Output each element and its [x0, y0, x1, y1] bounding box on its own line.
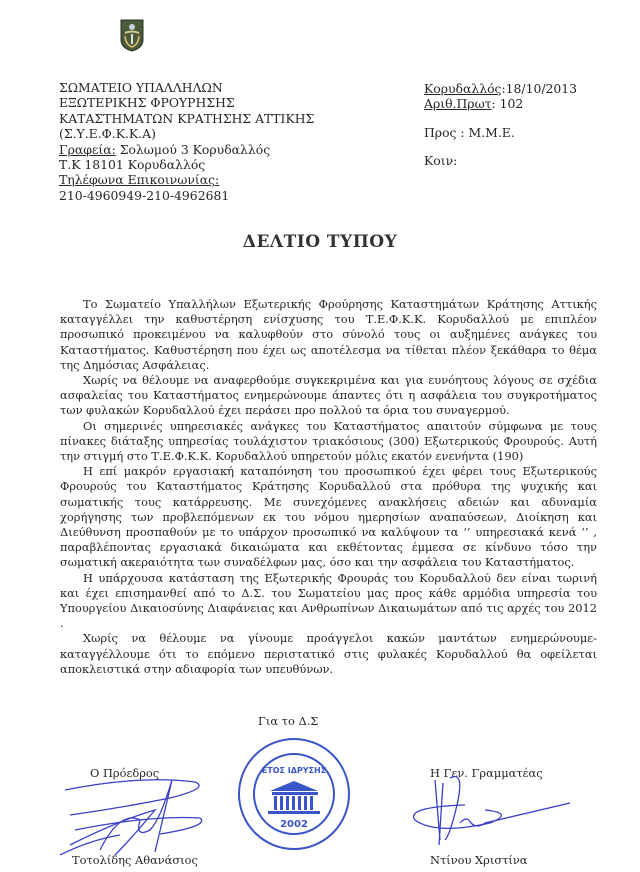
org-name-line: ΚΑΤΑΣΤΗΜΑΤΩΝ ΚΡΑΤΗΣΗΣ ΑΤΤΙΚΗΣ: [59, 110, 315, 126]
protocol-value: : 102: [491, 96, 524, 112]
paragraph: Χωρίς να θέλουμε να αναφερθούμε συγκεκριμένα και για ευνόητους λόγους σε σχέδια ασφαλείας του Καταστήματος ενημερώνουμε άπαντες ότι η ασφάλεια του συγκροτήματος των φυλακών Κορυδαλλού έχει περάσει προ πολλού τα όρια του συναγερμού.: [60, 373, 597, 418]
president-role: Ο Πρόεδρος: [90, 766, 160, 780]
president-name: Τοτολίδης Αθανάσιος: [72, 853, 198, 867]
stamp-year: 2002: [280, 819, 308, 830]
paragraph: Η υπάρχουσα κατάσταση της Εξωτερικής Φρουράς του Κορυδαλλού δεν είναι τωρινή και έχει επισημανθεί από το Δ.Σ. του Σωματείου μας προς κάθε αρμόδια υπηρεσία του Υπουργείου Δικαιοσύνης Διαφάνειας και Ανθρωπίνων Δικαιωμάτων από τις αρχές του 2012 .: [60, 570, 597, 631]
president-signature: [60, 760, 210, 865]
place-date: [424, 81, 577, 96]
office-label: Γραφεία:: [59, 141, 116, 157]
press-release-body: [60, 297, 597, 677]
stamp-founded-label: ΕΤΟΣ ΙΔΡΥΣΗΣ: [261, 766, 327, 775]
paragraph: Χωρίς να θέλουμε να γίνουμε προάγγελοι κακών μαντάτων ενημερώνουμε-καταγγέλλουμε ότι το επόμενο περιστατικό στις φυλακές Κορυδαλλού θα οφείλεται αποκλειστικά στην αδιαφορία των υπευθύνων.: [60, 631, 597, 676]
paragraph: Οι σημερινές υπηρεσιακές ανάγκες του Καταστήματος απαιτούν σύμφωνα με τους πίνακες διάταξης υπηρεσίας τουλάχιστον τριακόσιους (300) Εξωτερικούς Φρουρούς. Αυτή την στιγμή στο Τ.Ε.Φ.Κ.Κ. Κορυδαλλού υπηρετούν μόλις εκατόν ενενήντα (190): [60, 418, 597, 464]
office-value: Σολωμού 3 Κορυδαλλός: [115, 141, 271, 157]
secretary-role: Η Γεν. Γραμματέας: [430, 766, 543, 780]
protocol-number: [424, 96, 577, 111]
secretary-name: Ντίνου Χριστίνα: [430, 853, 528, 867]
date-value: :18/10/2013: [501, 81, 578, 96]
protocol-label: Αριθ.Πρωτ: [424, 96, 492, 112]
sender-block: [59, 80, 314, 203]
cc-recipient: Κοιν:: [424, 152, 458, 168]
org-abbreviation: (Σ.Υ.Ε.Φ.Κ.Κ.Α): [59, 126, 156, 142]
document-meta: [424, 81, 577, 168]
for-board-label: Για το Δ.Σ: [258, 714, 319, 728]
phones-value: 210-4960949-210-4962681: [59, 187, 230, 203]
recipient: Προς : Μ.Μ.Ε.: [424, 125, 515, 141]
union-emblem-logo: [119, 18, 145, 52]
phones-label: Τηλέφωνα Επικοινωνίας:: [59, 172, 220, 188]
page-title: ΔΕΛΤΙΟ ΤΥΠΟΥ: [242, 232, 398, 252]
union-seal-stamp: [235, 735, 353, 853]
paragraph: Η επί μακρόν εργασιακή καταπόνηση του προσωπικού έχει φέρει τους Εξωτερικούς Φρουρούς του Καταστήματος Κράτησης Κορυδαλλού στα πρόθυρα της ψυχικής και σωματικής τους κατάρρευσης. Με συνεχόμενες ανακλήσεις αδειών και αδυναμία χορήγησης των προβλεπόμενων εκ του νόμου ημερησίων αναπαύσεων, Διοίκηση και Διεύθυνση προσπαθούν με το υπάρχον προσωπικό να καλύψουν τα ‘’ υπηρεσιακά κενά ‘’ , παραβλέποντας εργασιακά δικαιώματα και εκθέτοντας έμμεσα σε κίνδυνο τόσο την σωματική ακεραιότητα των συναδέλφων μας, όσο και την ασφάλεια του Καταστήματος.: [60, 464, 597, 570]
secretary-signature: [395, 775, 575, 850]
office-address: [59, 142, 314, 157]
paragraph: Το Σωματείο Υπαλλήλων Εξωτερικής Φρούρησης Καταστημάτων Κράτησης Αττικής καταγγέλλει την καθυστέρηση ενίσχυσης του Τ.Ε.Φ.Κ.Κ. Κορυδαλλού με επιπλέον προσωπικό προκειμένου να καλυφθούν στο σύνολό τους οι αυξημένες ανάγκες του Καταστήματος. Καθυστέρηση που έχει ως αποτέλεσμα να τίθεται πλέον ξεκάθαρα το θέμα της Δημόσιας Ασφάλειας.: [60, 297, 597, 372]
org-name-line: ΕΞΩΤΕΡΙΚΗΣ ΦΡΟΥΡΗΣΗΣ: [59, 95, 235, 111]
postal-code: Τ.Κ 18101 Κορυδαλλός: [59, 157, 206, 173]
org-name-line: ΣΩΜΑΤΕΙΟ ΥΠΑΛΛΗΛΩΝ: [59, 80, 223, 95]
place-label: Κορυδαλλός: [424, 81, 502, 96]
